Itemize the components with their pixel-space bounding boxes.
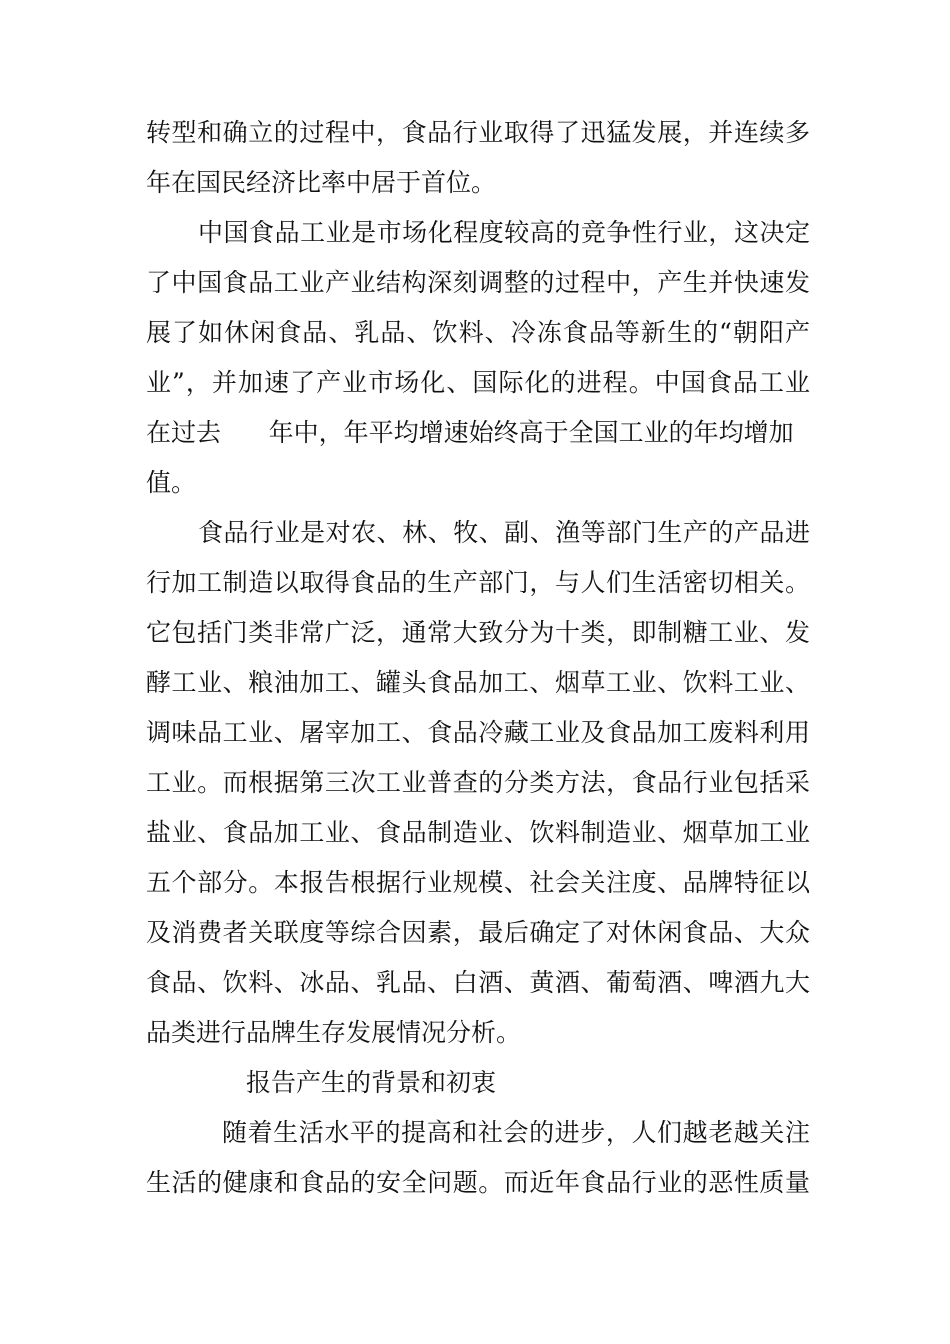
- text-line: 在过去 年中，年平均增速始终高于全国工业的年均增加: [146, 418, 794, 447]
- text-line: 随着生活水平的提高和社会的进步，人们越老越关注: [222, 1118, 810, 1147]
- text-line: 展了如休闲食品、乳品、饮料、冷冻食品等新生的“朝阳产: [146, 318, 810, 347]
- text-line: 调味品工业、屠宰加工、食品冷藏工业及食品加工废料利用: [146, 718, 810, 747]
- text-line: 品类进行品牌生存发展情况分析。: [146, 1018, 522, 1047]
- text-line: 及消费者关联度等综合因素，最后确定了对休闲食品、大众: [146, 918, 810, 947]
- text-line: 年在国民经济比率中居于首位。: [146, 168, 497, 197]
- document-body: [146, 108, 810, 1208]
- text-line: 生活的健康和食品的安全问题。而近年食品行业的恶性质量: [146, 1168, 810, 1197]
- text-line: 了中国食品工业产业结构深刻调整的过程中，产生并快速发: [146, 268, 810, 297]
- text-line: 它包括门类非常广泛，通常大致分为十类，即制糖工业、发: [146, 618, 810, 647]
- text-line: 食品行业是对农、林、牧、副、渔等部门生产的产品进: [198, 518, 810, 547]
- text-line: 食品、饮料、冰品、乳品、白酒、黄酒、葡萄酒、啤酒九大: [146, 968, 810, 997]
- text-line: 酵工业、粮油加工、罐头食品加工、烟草工业、饮料工业、: [146, 668, 810, 697]
- text-line: 工业。而根据第三次工业普查的分类方法，食品行业包括采: [146, 768, 810, 797]
- text-line: 报告产生的背景和初衷: [246, 1068, 497, 1097]
- text-line: 五个部分。本报告根据行业规模、社会关注度、品牌特征以: [146, 868, 810, 897]
- text-line: 值。: [146, 468, 197, 497]
- text-line: 行加工制造以取得食品的生产部门，与人们生活密切相关。: [146, 568, 810, 597]
- text-line: 盐业、食品加工业、食品制造业、饮料制造业、烟草加工业: [146, 818, 810, 847]
- text-line: 转型和确立的过程中，食品行业取得了迅猛发展，并连续多: [146, 118, 810, 147]
- text-line: 业”，并加速了产业市场化、国际化的进程。中国食品工业: [146, 368, 810, 397]
- text-line: 中国食品工业是市场化程度较高的竞争性行业，这决定: [198, 218, 810, 247]
